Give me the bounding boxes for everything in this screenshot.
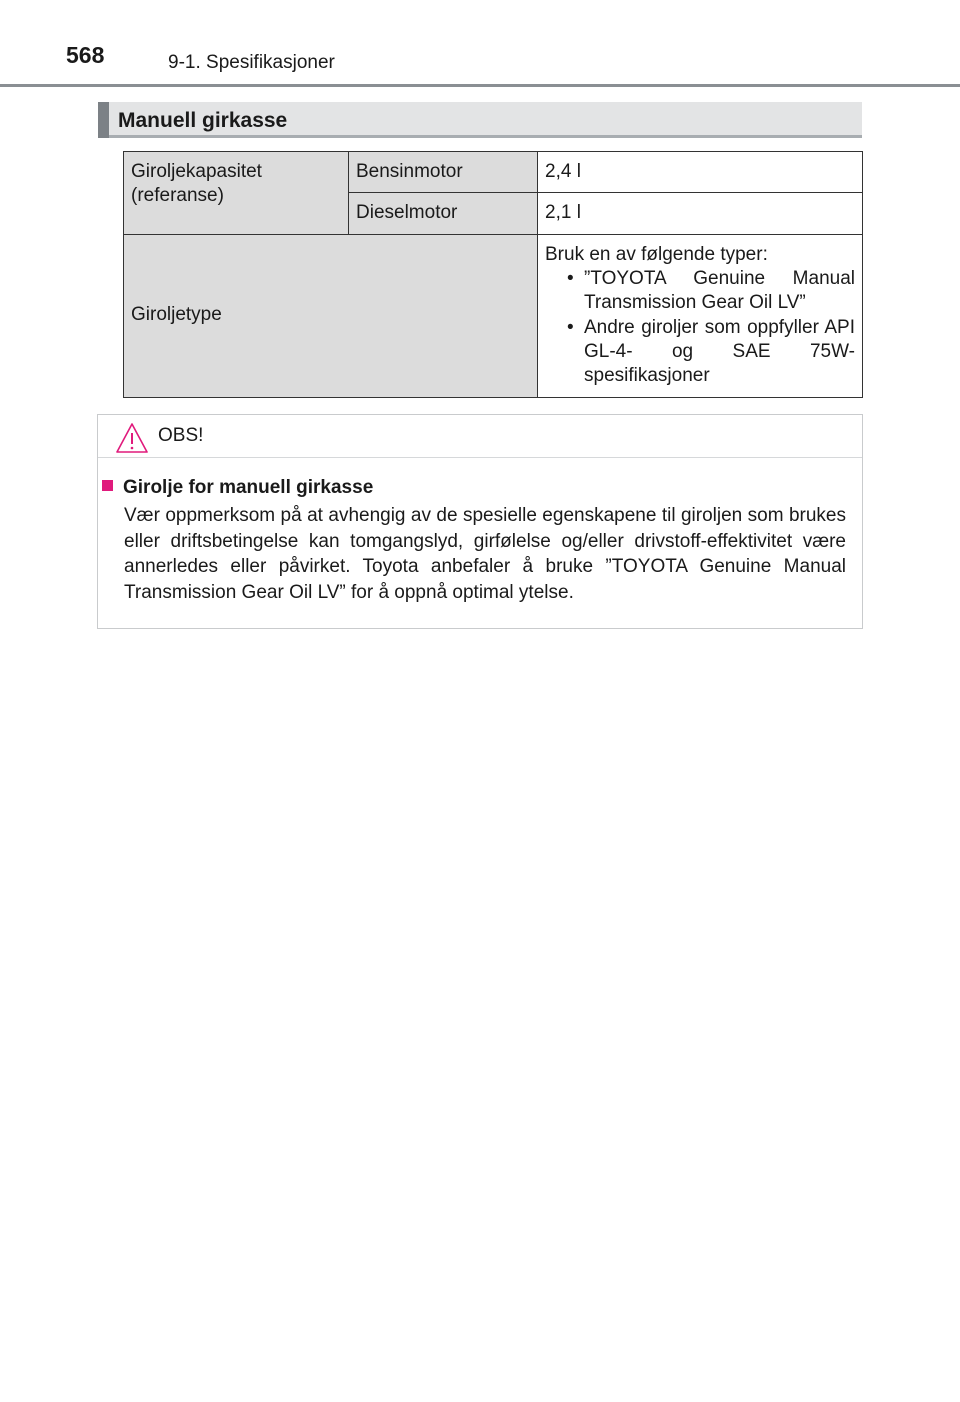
spec-table	[123, 151, 863, 398]
engine-label: Bensinmotor	[349, 152, 538, 193]
notice-paragraph: Vær oppmerksom på at avhengig av de spesielle egenskapene til giroljen som brukes eller driftsbetingelse kan tomgangslyd, girfølelse og/eller drivstoff-effektivitet være annerledes eller påvirket. Toyota anbefaler å bruke ”TOYOTA Genuine Manual Transmission Gear Oil LV” for å oppnå optimal ytelse.	[124, 505, 846, 603]
capacity-value: 2,4 l	[538, 152, 863, 193]
title-accent-bar	[98, 102, 109, 138]
page-header	[0, 0, 960, 88]
oil-type-intro: Bruk en av følgende typer:	[545, 243, 768, 265]
section-title: Manuell girkasse	[118, 109, 288, 132]
header-rule	[0, 84, 960, 87]
list-item: • ”TOYOTA Genuine Manual Transmission Gear Oil LV”	[567, 267, 855, 316]
warning-triangle-icon	[115, 422, 149, 454]
notice-heading	[102, 477, 373, 499]
list-item: • Andre giroljer som oppfyller API GL-4- og SAE 75W-spesifikasjoner	[567, 316, 855, 389]
oil-type-list	[545, 267, 855, 389]
notice-header	[98, 415, 862, 458]
page-number: 568	[66, 42, 105, 68]
square-bullet-icon	[102, 480, 113, 491]
oil-type-cell	[538, 234, 863, 397]
capacity-value: 2,1 l	[538, 193, 863, 234]
section-label: 9-1. Spesifikasjoner	[168, 52, 335, 73]
table-row	[124, 234, 863, 397]
engine-label: Dieselmotor	[349, 193, 538, 234]
table-row	[124, 152, 863, 193]
oil-type-label: Giroljetype	[124, 234, 538, 397]
capacity-label: Giroljekapasitet (referanse)	[124, 152, 349, 235]
notice-box	[97, 414, 863, 629]
section-title-band	[98, 102, 862, 138]
notice-title: OBS!	[158, 425, 204, 446]
notice-heading-text: Girolje for manuell girkasse	[123, 477, 374, 498]
